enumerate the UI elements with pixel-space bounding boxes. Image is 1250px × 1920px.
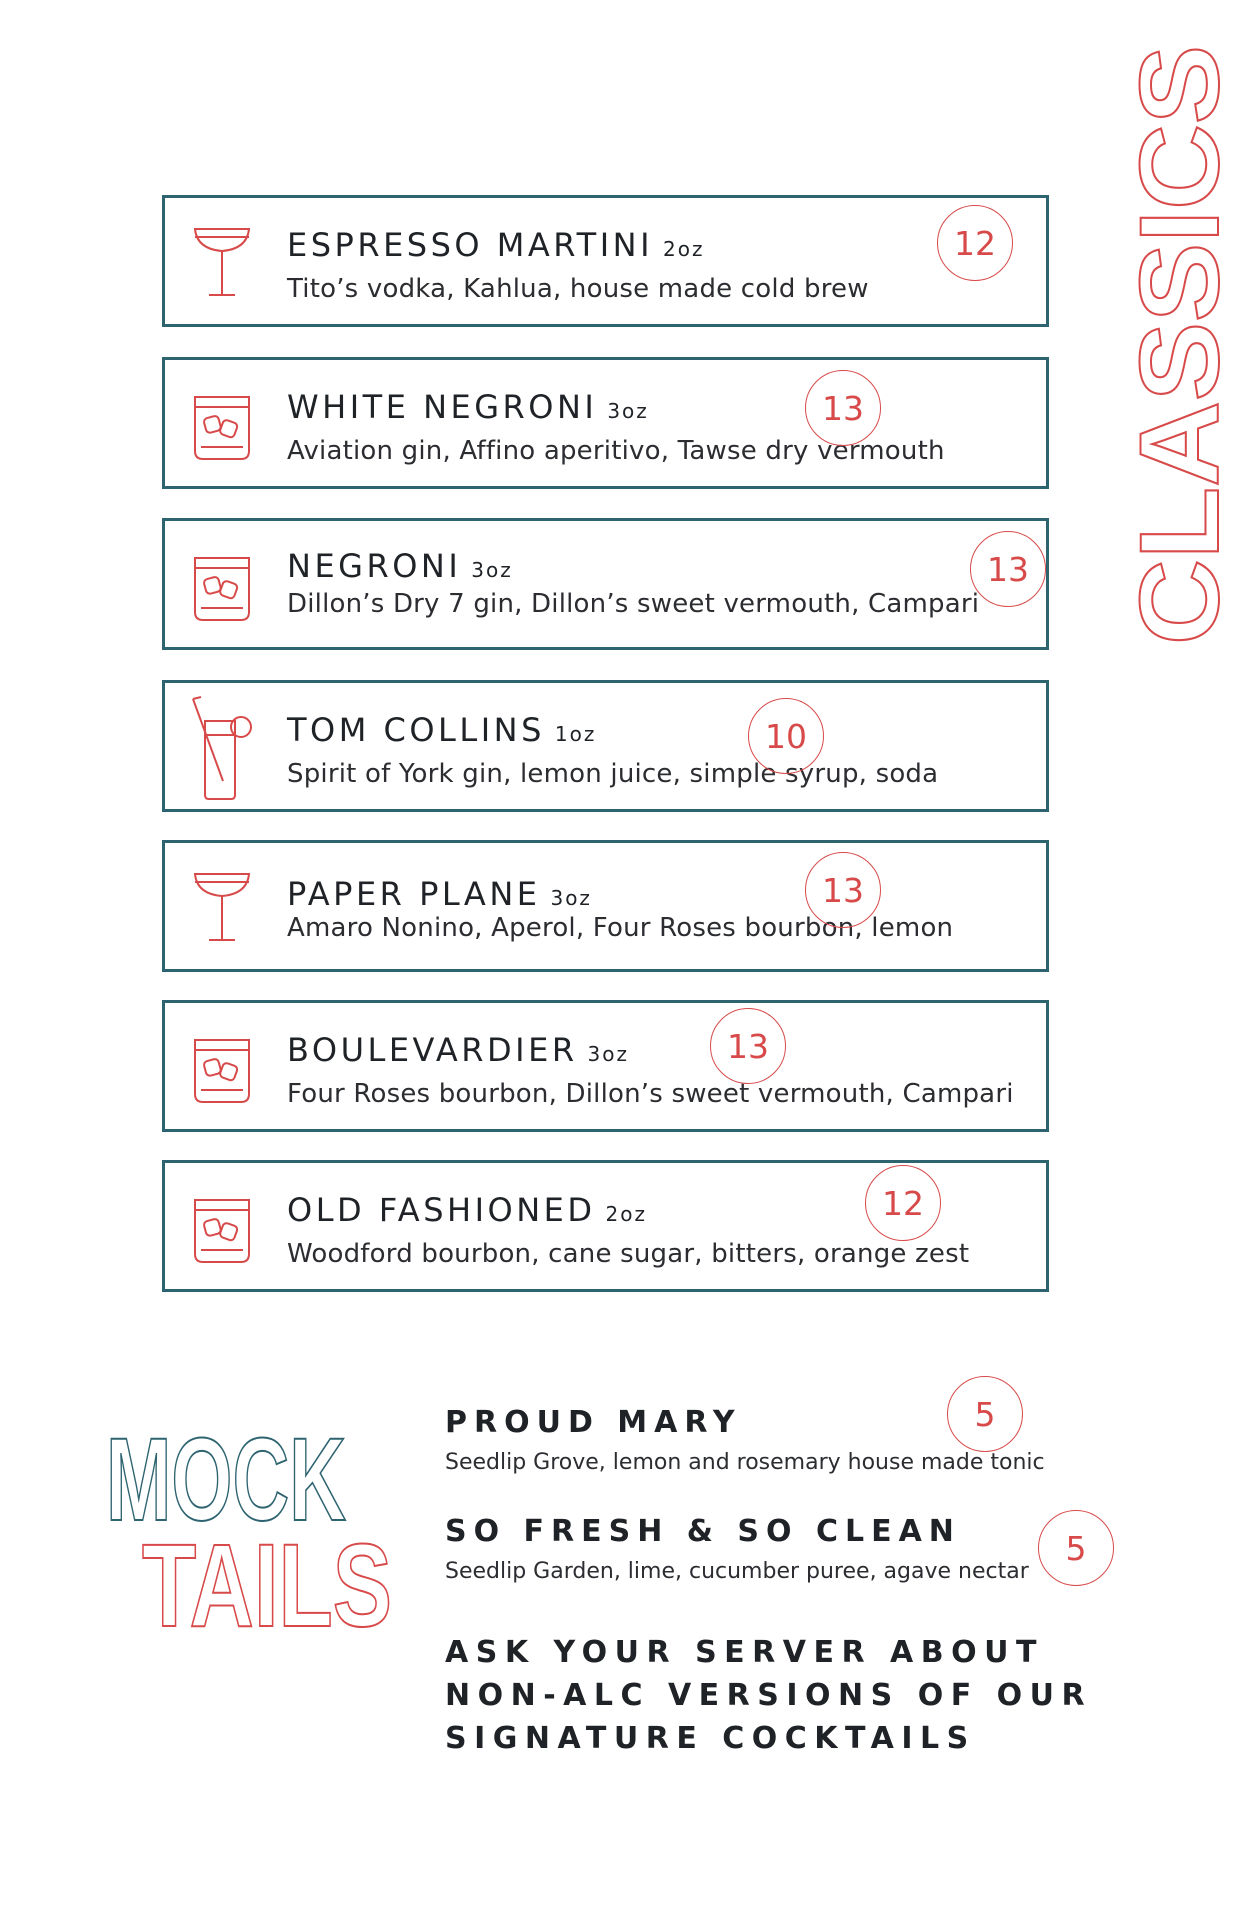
price-badge: 5 [947, 1376, 1023, 1452]
mocktail-name: PROUD MARY [445, 1405, 742, 1440]
mocktails-heading-line1: MOCK [106, 1414, 346, 1546]
price-badge: 13 [805, 370, 881, 446]
menu-card-negroni [162, 518, 1049, 650]
rocks-glass-icon [187, 1028, 257, 1108]
price-badge: 13 [710, 1008, 786, 1084]
classics-heading-text: CLASSICS [1117, 78, 1242, 645]
drink-description: Tito’s vodka, Kahlua, house made cold brew [287, 274, 869, 304]
server-note-line: SIGNATURE COCKTAILS [445, 1721, 976, 1756]
drink-size: 2oz [605, 1202, 647, 1226]
menu-card-tom-collins [162, 680, 1049, 812]
mocktail-description: Seedlip Garden, lime, cucumber puree, agave nectar [445, 1559, 1029, 1584]
price-badge: 5 [1038, 1510, 1114, 1586]
rocks-glass-icon [187, 546, 257, 626]
server-note-line: NON-ALC VERSIONS OF OUR [445, 1678, 1093, 1713]
drink-description: Four Roses bourbon, Dillon’s sweet vermouth, Campari [287, 1079, 1014, 1109]
classics-heading [1060, 40, 1250, 650]
menu-card-white-negroni [162, 357, 1049, 489]
coupe-glass-icon [187, 868, 257, 948]
mocktails-heading-line2: TAILS [142, 1520, 392, 1652]
drink-description: Aviation gin, Affino aperitivo, Tawse dry vermouth [287, 436, 945, 466]
mocktail-name: SO FRESH & SO CLEAN [445, 1514, 961, 1549]
drink-name: WHITE NEGRONI 3oz [287, 388, 649, 426]
drink-name: ESPRESSO MARTINI 2oz [287, 226, 705, 264]
drink-size: 1oz [554, 722, 597, 746]
price-badge: 10 [748, 698, 824, 774]
price-badge: 12 [865, 1165, 941, 1241]
drink-description: Amaro Nonino, Aperol, Four Roses bourbon, lemon [287, 913, 954, 943]
price-badge: 12 [937, 205, 1013, 281]
drink-size: 3oz [607, 399, 649, 423]
drink-name: PAPER PLANE 3oz [287, 875, 592, 913]
price-badge: 13 [805, 852, 881, 928]
coupe-glass-icon [187, 223, 257, 303]
drink-description: Dillon’s Dry 7 gin, Dillon’s sweet vermouth, Campari [287, 589, 980, 619]
drink-description: Spirit of York gin, lemon juice, simple syrup, soda [287, 759, 939, 789]
menu-card-espresso-martini [162, 195, 1049, 327]
collins-glass-icon [187, 691, 257, 801]
drink-name: BOULEVARDIER 3oz [287, 1031, 630, 1069]
drink-name: NEGRONI 3oz [287, 547, 513, 585]
mocktails-heading [100, 1414, 400, 1658]
menu-card-boulevardier [162, 1000, 1049, 1132]
drink-name: TOM COLLINS 1oz [287, 711, 597, 749]
drink-size: 3oz [471, 558, 513, 582]
price-badge: 13 [970, 531, 1046, 607]
drink-name: OLD FASHIONED 2oz [287, 1191, 647, 1229]
drink-description: Woodford bourbon, cane sugar, bitters, orange zest [287, 1239, 970, 1269]
rocks-glass-icon [187, 1188, 257, 1268]
rocks-glass-icon [187, 385, 257, 465]
drink-size: 3oz [587, 1042, 630, 1066]
server-note-line: ASK YOUR SERVER ABOUT [445, 1635, 1044, 1670]
drink-size: 3oz [550, 886, 592, 910]
mocktail-description: Seedlip Grove, lemon and rosemary house made tonic [445, 1450, 1045, 1475]
drink-size: 2oz [663, 237, 705, 261]
menu-card-paper-plane [162, 840, 1049, 972]
